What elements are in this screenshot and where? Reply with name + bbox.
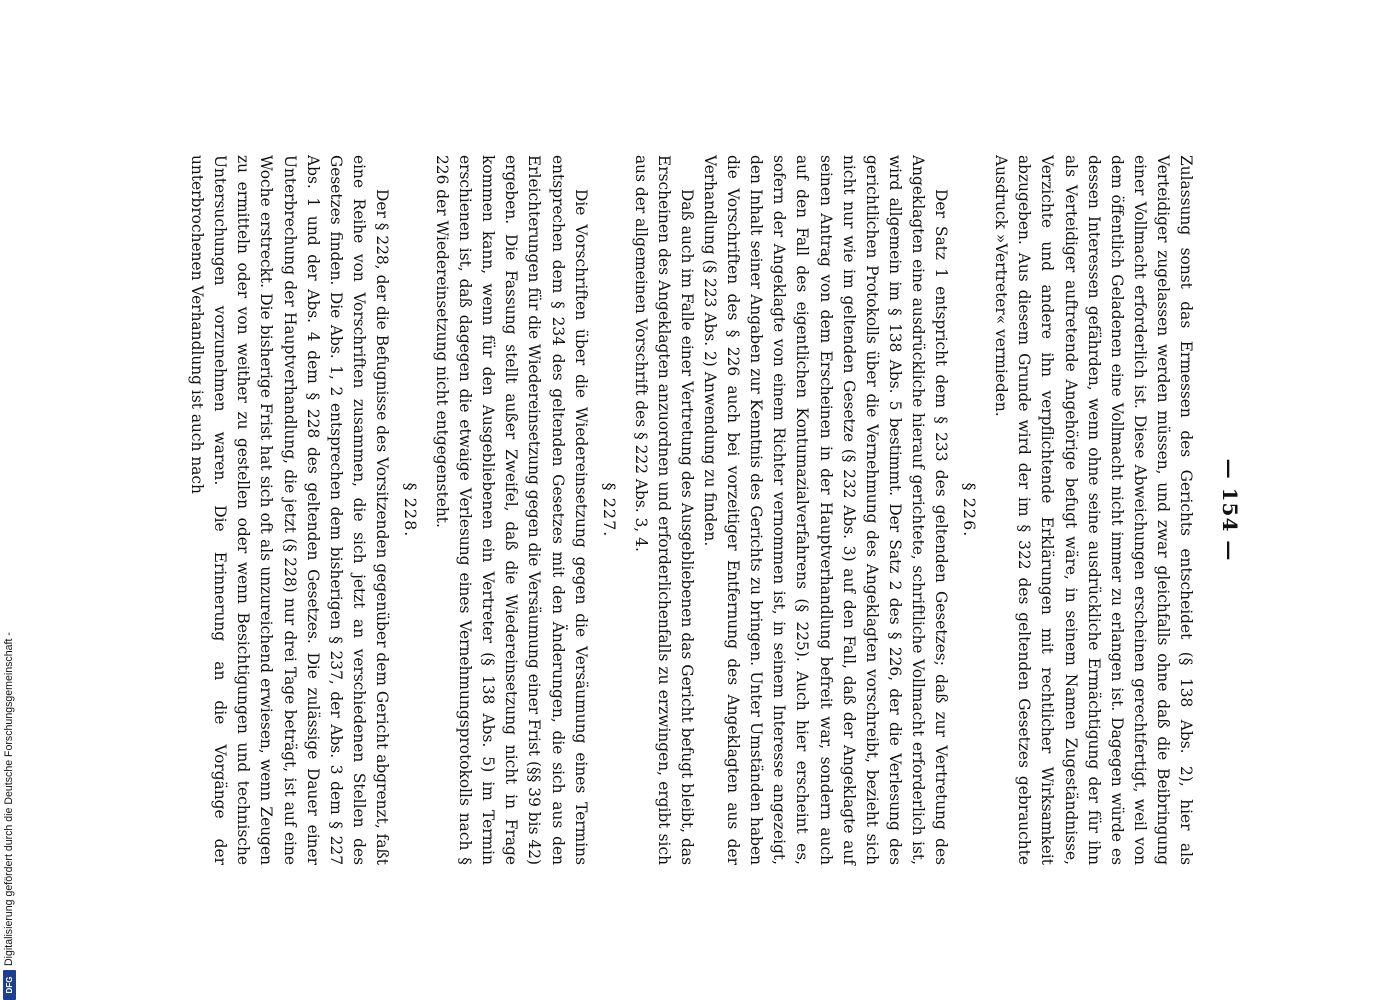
rotated-text-block [95, 155, 1245, 865]
section-heading-226: § 226. [960, 482, 980, 538]
sidebar-credit [1, 615, 17, 1000]
page-number: — 154 — [1218, 458, 1242, 562]
section-heading-227: § 227. [599, 482, 619, 538]
paragraph-continuation: Zulassung sonst das Ermessen des Gerichts entscheidet (§ 138 Abs. 2), hier als Verteidiger zugelassen werden müssen, und zwar gleichfalls ohne daß die Beibringung einer Vollmacht erforderlich ist. Diese Abweichungen erscheinen gerechtfertigt, weil von dem öffentlich Geladenen eine Vollmacht nicht immer zu erlangen ist. Dagegen würde es dessen Interessen gefährden, wenn ohne seine ausdrückliche Ermächtigung der für ihn als Verteidiger auftretende Angehörige befugt wäre, in seinem Namen Zugeständnisse, Verzichte und andere ihn verpflichtende Erklärungen mit rechtlicher Wirksamkeit abzugeben. Aus diesem Grunde wird der im § 322 des geltenden Gesetzes gebrauchte Ausdruck »Vertreter« vermieden. [992, 155, 1195, 865]
paragraph-226-a: Der Satz 1 entspricht dem § 233 des geltenden Gesetzes; daß zur Vertretung des Angeklagten eine ausdrückliche hierauf gerichtete, schriftliche Vollmacht erforderlich ist, wird allgemein im § 138 Abs. 5 bestimmt. Der Satz 2 des § 226, der die Verlesung des gerichtlichen Protokolls über die Vernehmung des Angeklagten vorschreibt, bezieht sich nicht nur wie im geltenden Gesetze (§ 232 Abs. 3) auf den Fall, daß der Angeklagte auf seinen Antrag von dem Erscheinen in der Hauptverhandlung befreit war, sondern auch auf den Fall des eigentlichen Kontumazialverfahrens (§ 225). Auch hier erscheint es, sofern der Angeklagte von einem Richter vernommen ist, in seinem Interesse angezeigt, den Inhalt seiner Angaben zur Kenntnis des Gerichts zu bringen. Unter Umständen haben die Vorschriften des § 226 auch bei vorzeitiger Entfernung des Angeklagten aus der Verhandlung (§ 223 Abs. 2) Anwendung zu finden. [701, 155, 951, 865]
dfg-logo-icon: DFG [3, 970, 16, 1000]
dfg-sidebar [0, 600, 18, 1000]
paragraph-228: Der § 228, der die Befugnisse des Vorsitzenden gegenüber dem Gericht abgrenzt, faßt eine Reihe von Vorschriften zusammen, die sich jetzt an verschiedenen Stellen des Gesetzes finden. Die Abs. 1, 2 entsprechen dem bisherigen § 237, der Abs. 3 dem § 227 Abs. 1 und der Abs. 4 dem § 228 des geltenden Gesetzes. Die zulässige Dauer einer Unterbrechung der Hauptverhandlung, die jetzt (§ 228) nur drei Tage beträgt, ist auf eine Woche erstreckt. Die bisherige Frist hat sich oft als unzureichend erwiesen, wenn Zeugen zu ermitteln oder von weither zu gestellen oder wenn Besichtigungen und technische Untersuchungen vorzunehmen waren. Die Erinnerung an die Vorgänge der unterbrochenen Verhandlung ist auch nach [188, 155, 391, 865]
paragraph-226-b: Daß auch im Falle einer Vertretung des Ausgebliebenen das Gericht befugt bleibt, das Erscheinen des Angeklagten anzuordnen und erforderlichenfalls zu erzwingen, ergibt sich aus der allgemeinen Vorschrift des § 222 Abs. 3, 4. [631, 155, 697, 865]
section-heading-228: § 228. [401, 482, 420, 538]
paragraph-227: Die Vorschriften über die Wiedereinsetzung gegen die Versäumung eines Termins entsprechen dem § 234 des geltenden Gesetzes mit den Änderungen, die sich aus den Erleichterungen für die Wiedereinsetzung gegen die Versäumung einer Frist (§§ 39 bis 42) ergeben. Die Fassung stellt außer Zweifel, daß die Wiedereinsetzung nicht in Frage kommen kann, wenn für den Ausgebliebenen ein Vertreter (§ 138 Abs. 5) im Termin erschienen ist, daß dagegen die etwaige Verlesung eines Vernehmungsprotokolls nach § 226 der Wiedereinsetzung nicht entgegensteht. [433, 155, 590, 865]
sidebar-credit-text: Digitalisierung gefördert durch die Deutsche Forschungsgemeinschaft - [3, 632, 15, 966]
